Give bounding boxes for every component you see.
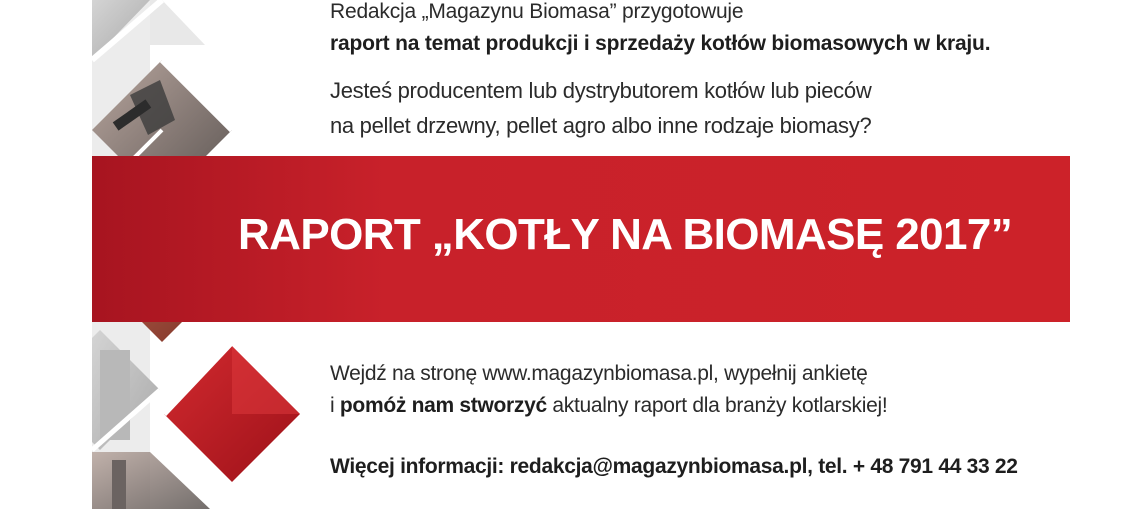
contact-info: Więcej informacji: redakcja@magazynbiomasa.pl, tel. + 48 791 44 33 22	[330, 455, 1018, 478]
cta-line-1: Wejdź na stronę www.magazynbiomasa.pl, wypełnij ankietę	[330, 362, 868, 385]
cta-line-2-suffix: aktualny raport dla branży kotlarskiej!	[546, 394, 888, 417]
intro-line-2: raport na temat produkcji i sprzedaży kotłów biomasowych w kraju.	[330, 32, 991, 55]
question-line-2: na pellet drzewny, pellet agro albo inne rodzaje biomasy?	[330, 113, 872, 138]
cta-line-2-bold: pomóż nam stworzyć	[339, 394, 547, 417]
question-line-1: Jesteś producentem lub dystrybutorem kotłów lub pieców	[330, 78, 872, 103]
cta-line-2	[330, 394, 887, 418]
cta-line-2-prefix: i	[330, 394, 340, 417]
intro-line-1: Redakcja „Magazynu Biomasa” przygotowuje	[330, 0, 744, 23]
report-title: RAPORT „KOTŁY NA BIOMASĘ 2017”	[238, 210, 1013, 259]
